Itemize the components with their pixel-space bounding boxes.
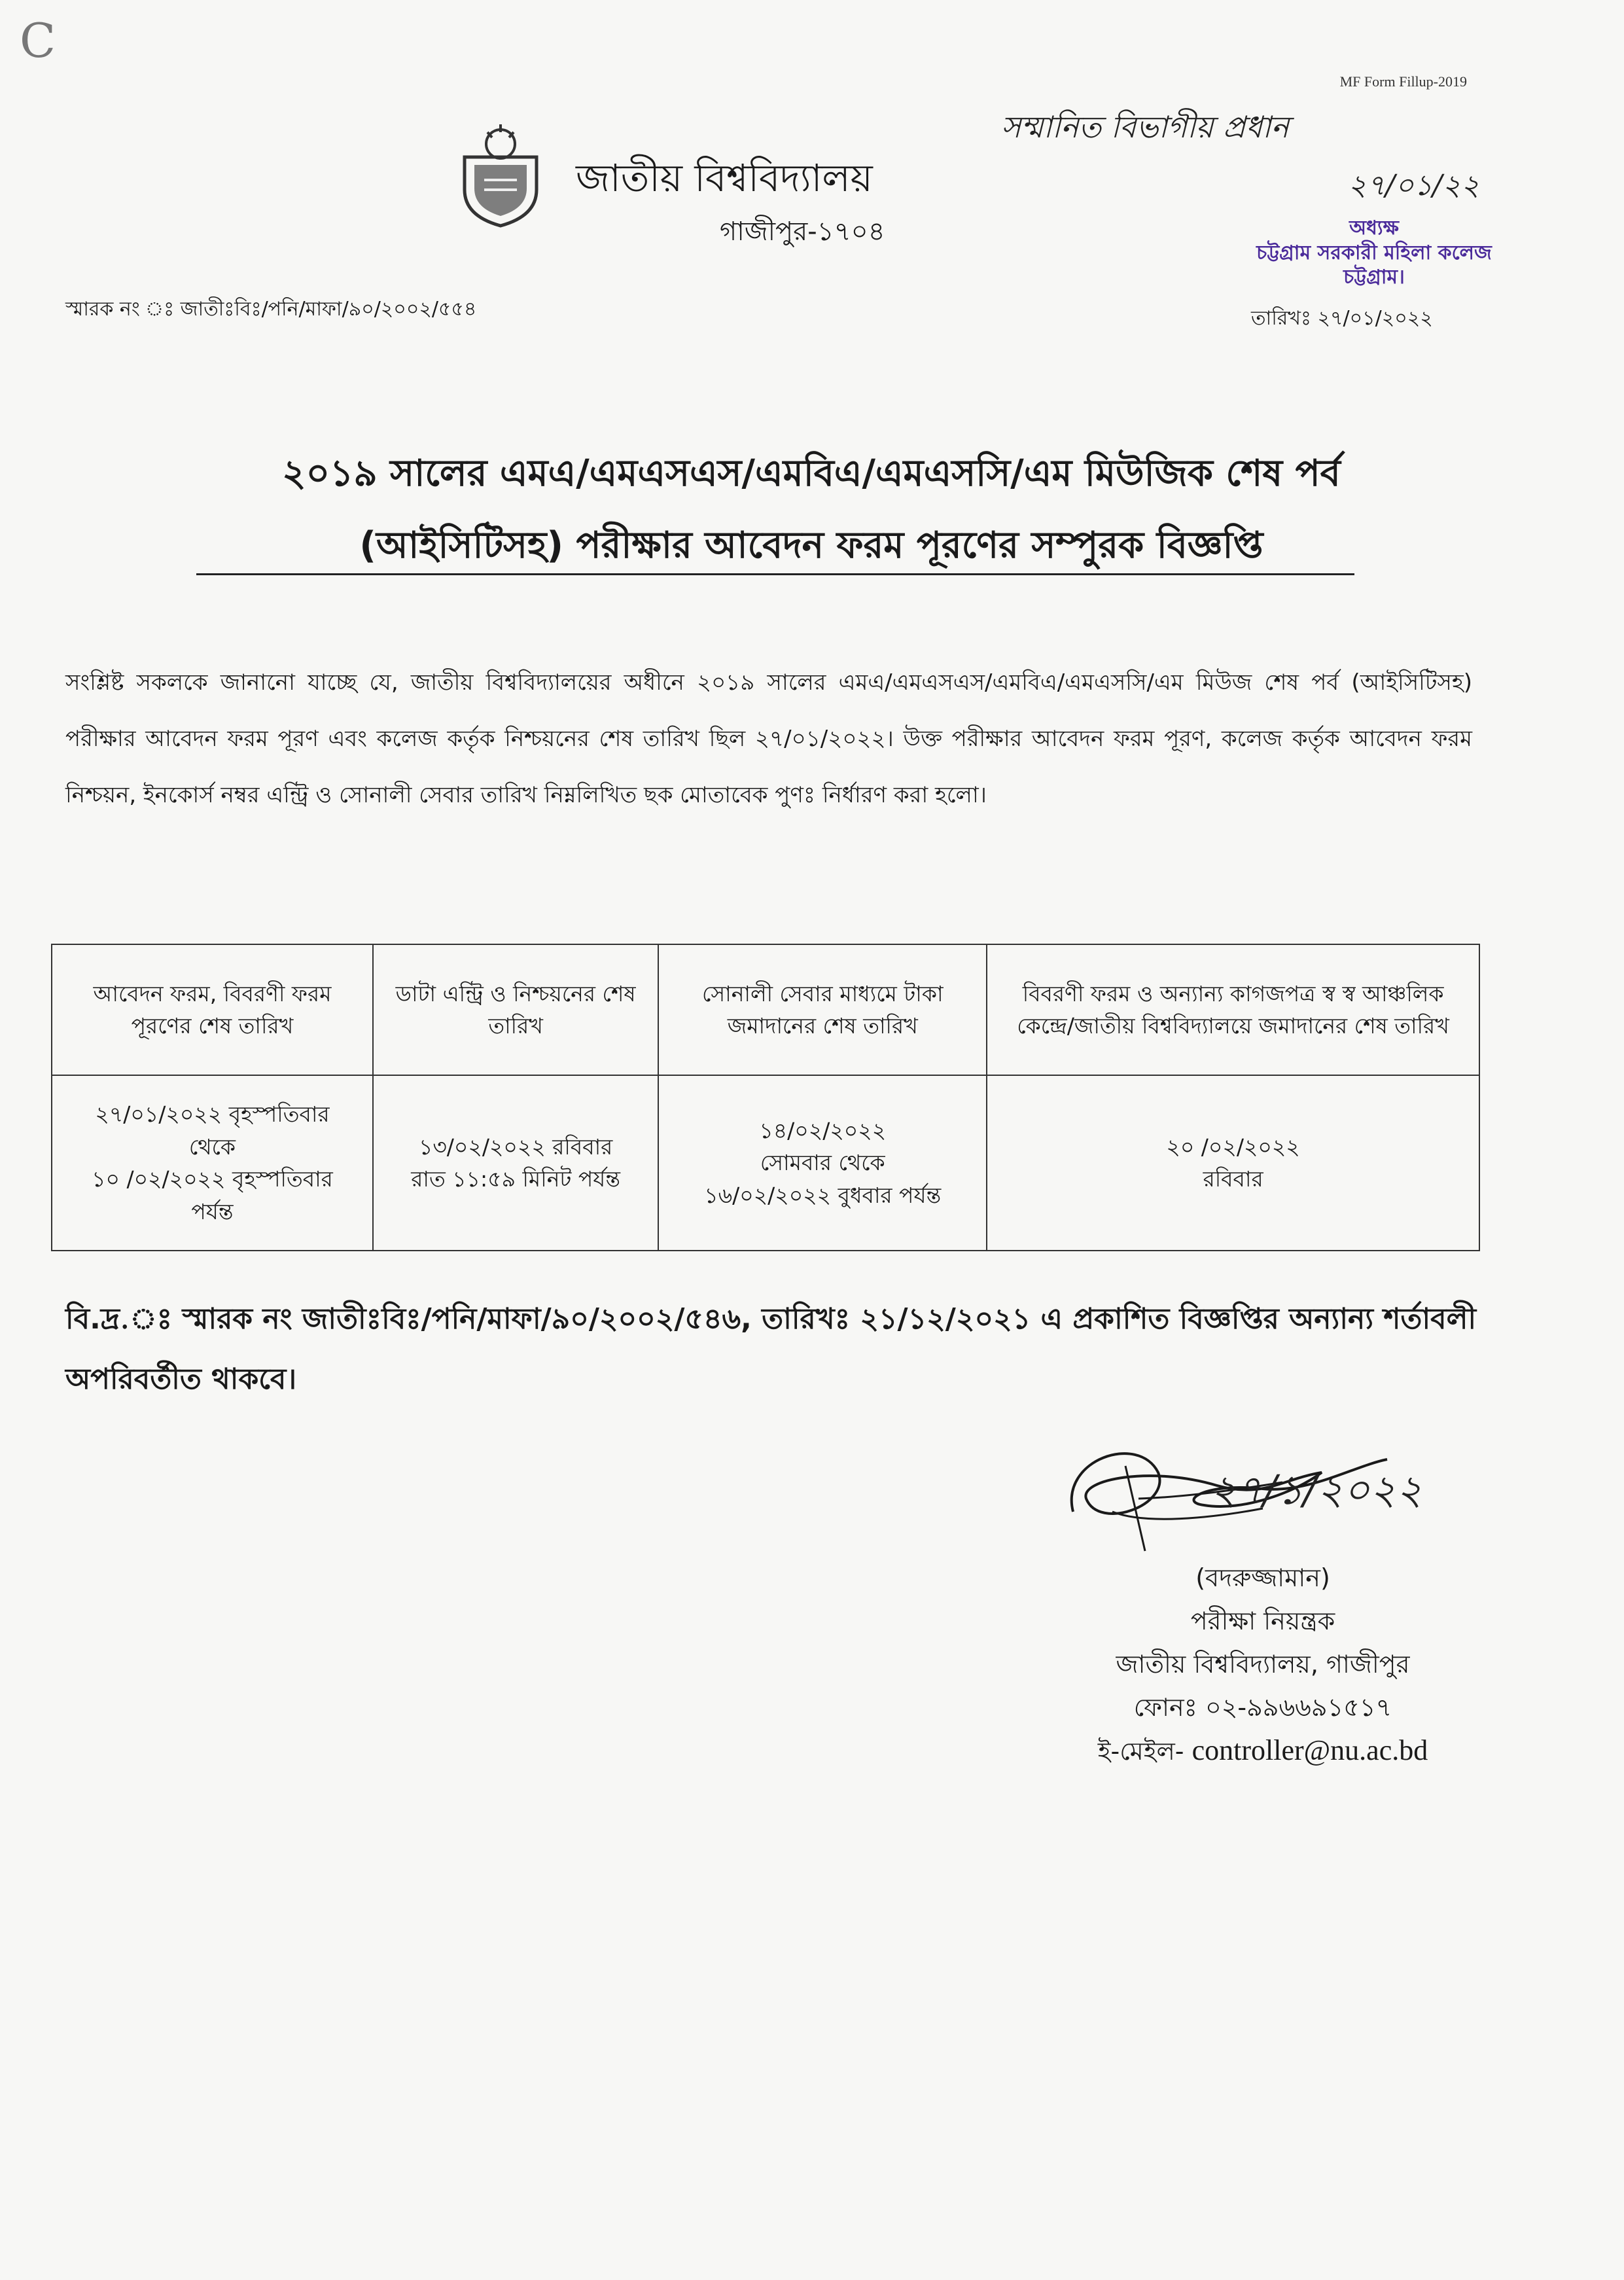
university-logo [451,118,550,229]
cell-line: থেকে [188,1133,236,1160]
handwritten-note: সম্মানিত বিভাগীয় প্রধান [1001,109,1289,145]
stamp-line-1: অধ্যক্ষ [1349,217,1399,240]
title-underline [196,573,1354,575]
signature-block [968,1556,1557,1773]
table-header: আবেদন ফরম, বিবরণী ফরম পূরণের শেষ তারিখ [52,944,373,1075]
signatory-office: জাতীয় বিশ্ববিদ্যালয়, গাজীপুর [1116,1650,1410,1679]
table-header: ডাটা এন্ট্রি ও নিশ্চয়নের শেষ তারিখ [373,944,658,1075]
corner-handwritten-mark: C [20,13,56,68]
stamp-line-2: চট্টগ্রাম সরকারী মহিলা কলেজ [1256,241,1492,264]
cell-line: রাত ১১:৫৯ মিনিট পর্যন্ত [411,1166,621,1192]
signatory-designation: পরীক্ষা নিয়ন্ত্রক [1190,1607,1335,1635]
signatory-email-line [968,1729,1557,1773]
cell-line: পর্যন্ত [191,1198,234,1224]
table-row [52,1075,1479,1251]
cell-line: ১৩/০২/২০২২ রবিবার [418,1133,613,1160]
signatory-phone: ফোনঃ ০২-৯৯৬৬৯১৫১৭ [1133,1693,1392,1722]
email-label: ই-মেইল- [1097,1737,1184,1766]
notice-body: সংশ্লিষ্ট সকলকে জানানো যাচ্ছে যে, জাতীয় বিশ্ববিদ্যালয়ের অধীনে ২০১৯ সালের এমএ/এমএসএস/এমবিএ/এমএসসি/এম মিউজ শেষ পর্ব (আইসিটিসহ) পরীক্ষার আবেদন ফরম পূরণ এবং কলেজ কর্তৃক নিশ্চয়নের শেষ তারিখ ছিল ২৭/০১/২০২২। উক্ত পরীক্ষার আবেদন ফরম পূরণ, কলেজ কর্তৃক আবেদন ফরম নিশ্চয়ন, ইনকোর্স নম্বর এন্ট্রি ও সোনালী সেবার তারিখ নিম্নলিখিত ছক মোতাবেক পুণঃ নির্ধারণ করা হলো। [65,669,1472,808]
cell-line: সোমবার থেকে [760,1150,885,1176]
table-cell [658,1075,987,1251]
university-city: গাজীপুর-১৭০৪ [720,217,885,247]
university-name: জাতীয় বিশ্ববিদ্যালয় [576,156,873,200]
table-cell [987,1075,1479,1251]
notice-title-line-1: ২০১৯ সালের এমএ/এমএসএস/এমবিএ/এমএসসি/এম মিউজিক শেষ পর্ব [282,452,1341,495]
nb-note: বি.দ্র.ঃ স্মারক নং জাতীঃবিঃ/পনি/মাফা/৯০/২০০২/৫৪৬, তারিখঃ ২১/১২/২০২১ এ প্রকাশিত বিজ্ঞপ্তির অন্যান্য শর্তাবলী অপরিবর্তীত থাকবে। [65,1302,1477,1396]
memo-number: স্মারক নং ঃ জাতীঃবিঃ/পনি/মাফা/৯০/২০০২/৫৫৪ [65,298,477,321]
notice-title-line-2: (আইসিটিসহ) পরীক্ষার আবেদন ফরম পূরণের সম্পুরক বিজ্ঞপ্তি [359,524,1263,567]
signature-date: ২৭/১/২০২২ [1210,1466,1422,1514]
table-cell [52,1075,373,1251]
principal-stamp [1230,216,1518,290]
stamp-line-3: চট্টগ্রাম। [1343,266,1405,289]
cell-line: রবিবার [1203,1166,1263,1192]
table-header: সোনালী সেবার মাধ্যমে টাকা জমাদানের শেষ তারিখ [658,944,987,1075]
signatory-name: (বদরুজ্জামান) [1195,1563,1330,1592]
issue-date: তারিখঃ ২৭/০১/২০২২ [1251,307,1433,330]
email-address: controller@nu.ac.bd [1192,1734,1428,1766]
table-header-row [52,944,1479,1075]
cell-line: ১০ /০২/২০২২ বৃহস্পতিবার [92,1166,333,1192]
handwritten-note-date: ২৭/০১/২২ [1348,169,1480,202]
cell-line: ১৬/০২/২০২২ বুধবার পর্যন্ত [704,1182,942,1208]
schedule-table [51,944,1480,1251]
form-code: MF Form Fillup-2019 [1339,73,1467,90]
cell-line: ১৪/০২/২০২২ [759,1117,887,1143]
cell-line: ২৭/০১/২০২২ বৃহস্পতিবার [95,1101,330,1127]
table-cell [373,1075,658,1251]
table-header: বিবরণী ফরম ও অন্যান্য কাগজপত্র স্ব স্ব আঞ্চলিক কেন্দ্রে/জাতীয় বিশ্ববিদ্যালয়ে জমাদানের শেষ তারিখ [987,944,1479,1075]
cell-line: ২০ /০২/২০২২ [1166,1133,1300,1160]
